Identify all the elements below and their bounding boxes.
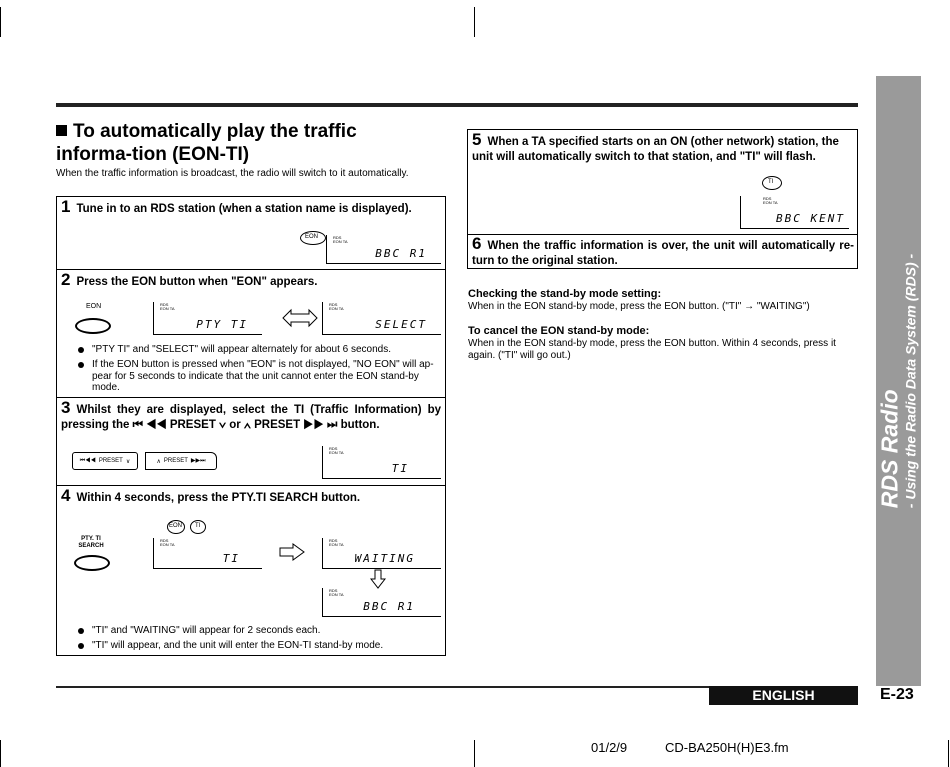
preset-down-button-icon: ⏮◀◀ PRESET ∨ xyxy=(72,452,138,470)
lcd-display-waiting: RDS EON TA WAITING xyxy=(322,538,441,569)
down-arrow-icon xyxy=(370,569,386,589)
lcd-display-ti: RDS EON TA TI xyxy=(153,538,262,569)
lcd-display-select: RDS EON TA SELECT xyxy=(322,302,441,335)
lcd-display-pty-ti: RDS EON TA PTY TI xyxy=(153,302,262,335)
preset-up-button-icon: ∧ PRESET ▶▶⏭ xyxy=(145,452,217,470)
footer-filename: CD-BA250H(H)E3.fm xyxy=(665,740,789,755)
footer-date: 01/2/9 xyxy=(591,740,628,755)
lcd-display-ti-flash: RDS EON TA TI xyxy=(322,446,441,479)
page-number: E-23 xyxy=(880,686,914,703)
lcd-display-bbc-kent: RDS EON TA BBC KENT xyxy=(740,196,849,229)
section-title: To automatically play the traffic informa-tion (EON-TI) xyxy=(56,121,357,165)
bullet-item: "TI" will appear, and the unit will enter the EON-TI stand-by mode. xyxy=(78,640,442,652)
alternate-arrow-icon xyxy=(282,308,318,328)
right-arrow-icon xyxy=(279,543,305,561)
step-6: 6 When the traffic information is over, the unit will automatically re-turn to the original station. xyxy=(472,234,854,267)
step-1: 1 Tune in to an RDS station (when a station name is displayed). xyxy=(61,197,412,216)
side-subtitle: - Using the Radio Data System (RDS) - xyxy=(902,253,919,509)
crop-mark xyxy=(0,740,1,767)
eon-button-label: EON xyxy=(86,303,102,310)
bullet-item: If the EON button is pressed when "EON" is not displayed, "NO EON" will ap-pear for 5 seconds to indicate that the unit cannot enter the EON stand-by mode. xyxy=(78,359,442,394)
pty-ti-search-button-icon xyxy=(74,555,110,571)
step-2: 2 Press the EON button when "EON" appears. xyxy=(61,270,318,289)
divider xyxy=(56,269,446,270)
lcd-display-step1: RDS EON TA BBC R1 xyxy=(326,235,441,264)
divider xyxy=(56,485,446,486)
cancel-heading: To cancel the EON stand-by mode: xyxy=(468,325,650,337)
lcd-display-bbc: RDS EON TA BBC R1 xyxy=(322,588,441,617)
language-tab: ENGLISH xyxy=(709,686,858,705)
step-3: 3 Whilst they are displayed, select the TI (Traffic Information) by pressing the ⏮ ◀◀ PRESET ∨ or ∧ PRESET ▶▶ ⏭ button. xyxy=(61,398,441,431)
pty-ti-search-label: PTY. TI SEARCH xyxy=(78,536,104,549)
crop-mark xyxy=(474,7,475,37)
checking-heading: Checking the stand-by mode setting: xyxy=(468,288,662,300)
cancel-text: When in the EON stand-by mode, press the EON button. Within 4 seconds, press it again. ("TI" will go out.) xyxy=(468,338,836,361)
divider xyxy=(56,397,446,398)
crop-mark xyxy=(948,740,949,767)
square-bullet-icon xyxy=(56,125,67,136)
eon-button-icon xyxy=(75,318,111,334)
top-rule xyxy=(56,103,858,107)
ti-flash-bubble-icon: TI xyxy=(762,176,782,190)
crop-mark xyxy=(0,7,1,37)
eon-bubble-icon: EON xyxy=(167,520,185,534)
step-5: 5 When a TA specified starts on an ON (other network) station, the unit will automatically switch to that station, and "TI" will flash. xyxy=(472,130,839,163)
ti-bubble-icon: TI xyxy=(190,520,206,534)
bullet-item: "TI" and "WAITING" will appear for 2 seconds each. xyxy=(78,625,442,637)
eon-button-icon: EON xyxy=(300,231,326,245)
bullet-item: "PTY TI" and "SELECT" will appear alternately for about 6 seconds. xyxy=(78,344,442,356)
intro-text: When the traffic information is broadcast, the radio will switch to it automatically. xyxy=(56,168,409,179)
side-title: RDS Radio xyxy=(876,389,903,509)
crop-mark xyxy=(474,740,475,767)
checking-text: When in the EON stand-by mode, press the EON button. ("TI" → "WAITING") xyxy=(468,301,810,312)
divider xyxy=(467,234,858,235)
step-4: 4 Within 4 seconds, press the PTY.TI SEARCH button. xyxy=(61,486,361,505)
